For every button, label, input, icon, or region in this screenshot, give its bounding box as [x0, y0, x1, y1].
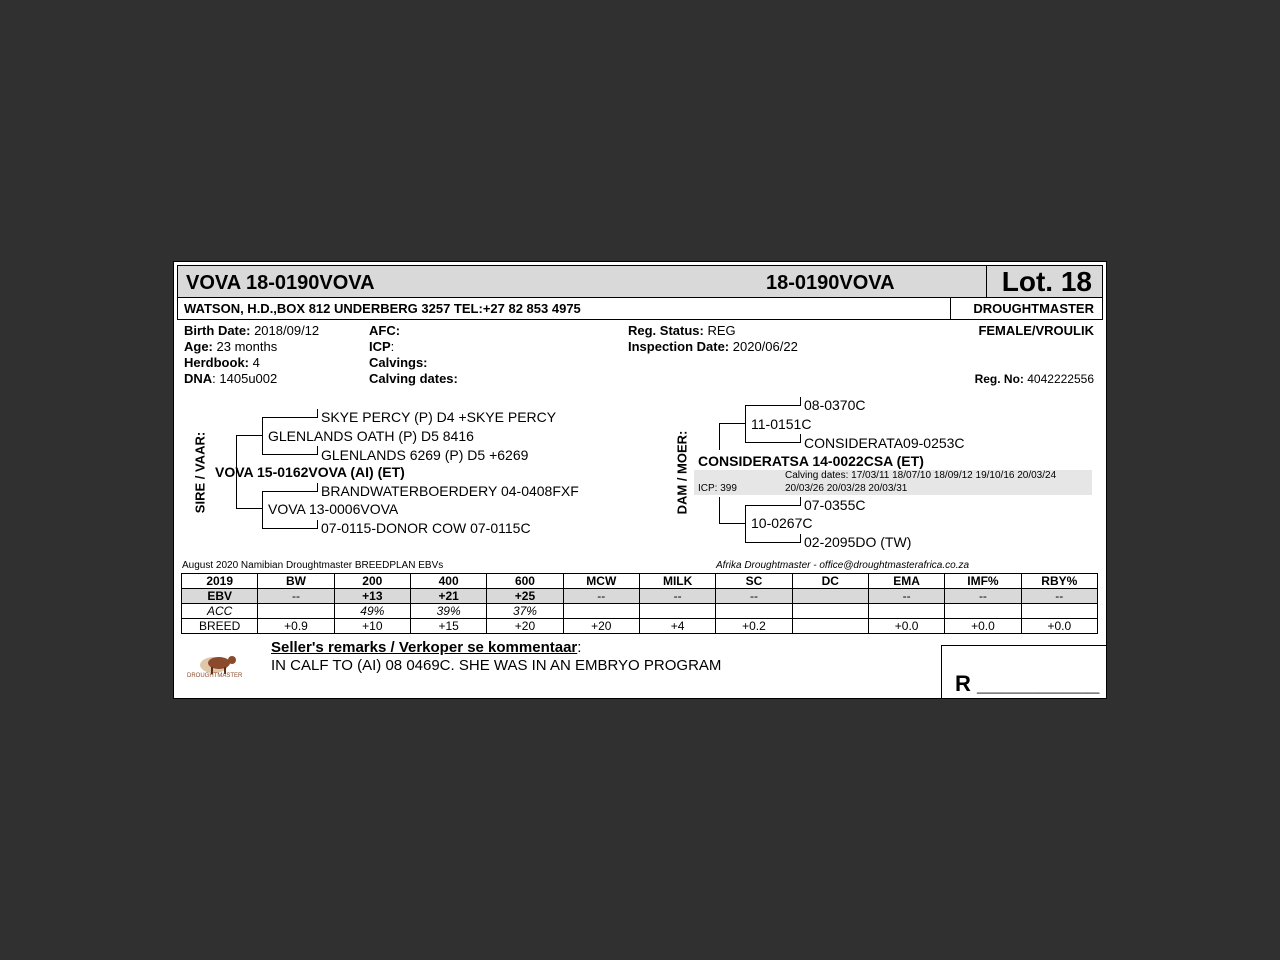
ebv-cell: --: [945, 589, 1021, 604]
line-dsd-tick: [800, 434, 801, 443]
price-box[interactable]: [941, 645, 1106, 698]
inspection-row: [628, 339, 798, 354]
line-dam-v-bottom: [719, 497, 720, 523]
ebv-cell: --: [716, 589, 792, 604]
inspection-value: 2020/06/22: [732, 339, 798, 354]
ebv-cell: --: [258, 589, 334, 604]
ebv-caption: August 2020 Namibian Droughtmaster BREEDPLAN EBVs: [182, 560, 444, 571]
animal-name: VOVA 18-0190VOVA: [186, 272, 375, 294]
header-divider: [986, 266, 987, 297]
breed-cell: +0.0: [868, 619, 944, 634]
ebv-col-mcw: MCW: [563, 574, 639, 589]
ebv-cell: [792, 589, 868, 604]
sex: FEMALE/VROULIK: [978, 323, 1094, 338]
breed-cell: +0.0: [1021, 619, 1097, 634]
dam-calving-dates-2: 20/03/26 20/03/28 20/03/31: [785, 483, 908, 494]
ebv-col-600: 600: [487, 574, 563, 589]
line-ss: [236, 435, 262, 436]
age-label: Age:: [184, 339, 213, 354]
dam-dam-sire: 07-0355C: [804, 497, 866, 513]
inspection-label: Inspection Date:: [628, 339, 730, 354]
birth-date-value: 2018/09/12: [254, 323, 320, 338]
line-ss-v: [262, 417, 263, 454]
line-sdd-tick: [317, 520, 318, 529]
ebv-col-milk: MILK: [639, 574, 715, 589]
ebv-table: [181, 573, 1098, 634]
line-dd-v: [745, 505, 746, 542]
ebv-cell: EBV: [182, 589, 258, 604]
dam-sire-dam: CONSIDERATA09-0253C: [804, 435, 965, 451]
herdbook-label: Herdbook:: [184, 355, 249, 370]
acc-cell: [945, 604, 1021, 619]
acc-cell: ACC: [182, 604, 258, 619]
dam-dam: 10-0267C: [751, 515, 813, 531]
line-ds: [719, 423, 745, 424]
dna-row: [184, 371, 277, 386]
lot-card: [173, 261, 1107, 699]
remarks-heading: Seller's remarks / Verkoper se kommentaar: [271, 639, 578, 656]
line-dds-tick: [800, 497, 801, 506]
owner-row: [177, 298, 1103, 320]
line-sss-tick: [317, 409, 318, 418]
ebv-cell: --: [868, 589, 944, 604]
line-sd-v: [262, 491, 263, 528]
line-dam-v-top: [719, 423, 720, 450]
breed-cell: [792, 619, 868, 634]
remarks-text: IN CALF TO (AI) 08 0469C. SHE WAS IN AN EMBRYO PROGRAM: [271, 657, 722, 674]
ebv-contact: Afrika Droughtmaster - office@droughtmasterafrica.co.za: [716, 560, 970, 571]
breed-cell: BREED: [182, 619, 258, 634]
dam-sire: 11-0151C: [751, 416, 812, 432]
ebv-row: [182, 589, 1098, 604]
calving-dates-label: Calving dates:: [369, 371, 458, 386]
line-sd: [236, 508, 262, 509]
ebv-header-row: [182, 574, 1098, 589]
price-field[interactable]: R __________: [955, 671, 1100, 696]
reg-status-label: Reg. Status:: [628, 323, 704, 338]
ebv-cell: --: [563, 589, 639, 604]
ebv-col-ema: EMA: [868, 574, 944, 589]
ebv-col-sc: SC: [716, 574, 792, 589]
line-sss: [262, 417, 317, 418]
line-dss: [745, 405, 800, 406]
line-ds-v: [745, 405, 746, 442]
breed-row: [182, 619, 1098, 634]
reg-no-value: 4042222556: [1027, 372, 1094, 386]
dam-sire-sire: 08-0370C: [804, 397, 866, 413]
line-dds: [745, 505, 800, 506]
line-ssd-tick: [317, 446, 318, 455]
lot-header: [177, 265, 1103, 298]
line-dsd: [745, 442, 800, 443]
remarks-heading-row: [271, 639, 581, 656]
breed-cell: +4: [639, 619, 715, 634]
acc-cell: [716, 604, 792, 619]
remarks-colon: :: [577, 639, 582, 656]
icp-row: [369, 339, 394, 354]
dam: CONSIDERATSA 14-0022CSA (ET): [698, 453, 924, 469]
dam-dam-dam: 02-2095DO (TW): [804, 534, 912, 550]
ebv-col-rby: RBY%: [1021, 574, 1097, 589]
reg-no-row: [975, 372, 1094, 386]
reg-status-value: REG: [707, 323, 736, 338]
breed-cell: +20: [563, 619, 639, 634]
breed-cell: +10: [334, 619, 410, 634]
age-row: [184, 339, 277, 354]
line-ddd: [745, 542, 800, 543]
dam-icp: ICP: 399: [698, 483, 737, 494]
dna-label: DNA: [184, 371, 213, 386]
acc-cell: [868, 604, 944, 619]
acc-cell: [639, 604, 715, 619]
sire-sire-dam: GLENLANDS 6269 (P) D5 +6269: [321, 447, 529, 463]
afc-label: AFC:: [369, 323, 401, 338]
acc-cell: [1021, 604, 1097, 619]
line-ssd: [262, 454, 317, 455]
line-ddd-tick: [800, 534, 801, 543]
ebv-cell: +21: [410, 589, 486, 604]
sire-dam-dam: 07-0115-DONOR COW 07-0115C: [321, 520, 531, 536]
line-sds-tick: [317, 483, 318, 492]
sire-side-label: SIRE / VAAR:: [192, 431, 208, 514]
ebv-col-400: 400: [410, 574, 486, 589]
cattle-logo-icon: [187, 650, 247, 684]
breed-cell: +0.0: [945, 619, 1021, 634]
ebv-col-dc: DC: [792, 574, 868, 589]
breed: DROUGHTMASTER: [973, 301, 1094, 316]
lot-number: Lot. 18: [1001, 266, 1092, 297]
breed-cell: +0.2: [716, 619, 792, 634]
herdbook-value: 4: [252, 355, 260, 370]
ebv-col-year: 2019: [182, 574, 258, 589]
dna-value: : 1405u002: [212, 371, 278, 386]
icp-value: :: [390, 339, 395, 354]
owner-divider: [950, 298, 951, 319]
line-sdd: [262, 528, 317, 529]
animal-id: 18-0190VOVA: [766, 272, 895, 294]
acc-cell: [563, 604, 639, 619]
icp-label: ICP: [369, 339, 391, 354]
breed-cell: +20: [487, 619, 563, 634]
reg-status-row: [628, 323, 736, 338]
age-value: 23 months: [216, 339, 278, 354]
breed-cell: +15: [410, 619, 486, 634]
dam-calving-dates-1: Calving dates: 17/03/11 18/07/10 18/09/12 19/10/16 20/03/24: [785, 470, 1057, 481]
ebv-cell: +25: [487, 589, 563, 604]
acc-cell: 49%: [334, 604, 410, 619]
line-dd: [719, 523, 745, 524]
ebv-col-bw: BW: [258, 574, 334, 589]
acc-row: [182, 604, 1098, 619]
line-dss-tick: [800, 397, 801, 406]
logo-text: DROUGHTMASTER: [187, 673, 243, 679]
acc-cell: 37%: [487, 604, 563, 619]
birth-date-row: [184, 323, 319, 338]
sire: VOVA 15-0162VOVA (AI) (ET): [215, 464, 405, 480]
birth-date-label: Birth Date:: [184, 323, 251, 338]
line-sds: [262, 491, 317, 492]
ebv-cell: --: [639, 589, 715, 604]
dam-side-label: DAM / MOER:: [674, 430, 690, 515]
ebv-cell: --: [1021, 589, 1097, 604]
reg-no-label: Reg. No:: [974, 372, 1024, 386]
breed-cell: +0.9: [258, 619, 334, 634]
acc-cell: [258, 604, 334, 619]
owner-line: WATSON, H.D.,BOX 812 UNDERBERG 3257 TEL:+27 82 853 4975: [184, 301, 581, 316]
sire-dam: VOVA 13-0006VOVA: [268, 501, 399, 517]
calvings-label: Calvings:: [369, 355, 428, 370]
ebv-col-200: 200: [334, 574, 410, 589]
herdbook-row: [184, 355, 260, 370]
sire-dam-sire: BRANDWATERBOERDERY 04-0408FXF: [321, 483, 579, 499]
ebv-col-imf: IMF%: [945, 574, 1021, 589]
ebv-cell: +13: [334, 589, 410, 604]
sire-sire-sire: SKYE PERCY (P) D4 +SKYE PERCY: [321, 409, 557, 425]
acc-cell: 39%: [410, 604, 486, 619]
sire-sire: GLENLANDS OATH (P) D5 8416: [268, 428, 474, 444]
acc-cell: [792, 604, 868, 619]
